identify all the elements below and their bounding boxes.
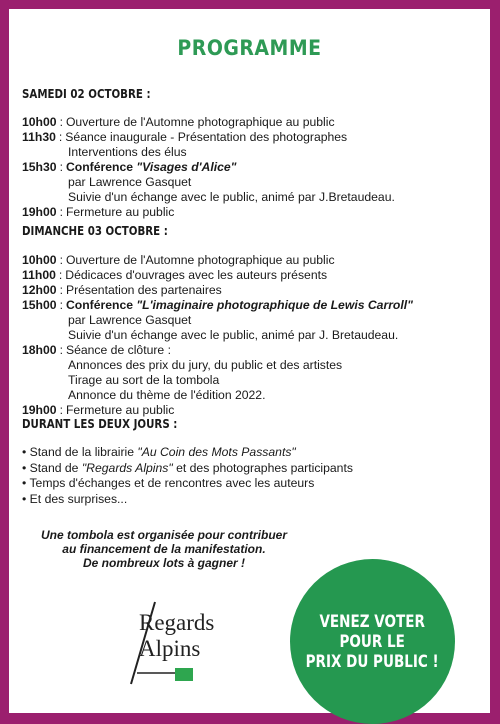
list-item — [22, 476, 353, 492]
schedule-time: 11h00 — [22, 268, 56, 282]
schedule-item: 19h00 : Fermeture au public — [22, 205, 175, 219]
schedule-text: Séance de clôture : — [65, 343, 171, 357]
schedule-time: 15h30 — [22, 160, 57, 174]
schedule-item: 15h30 : Conférence "Visages d'Alice" — [22, 160, 237, 174]
schedule-subtext: Annonces des prix du jury, du public et des artistes — [68, 358, 343, 372]
vote-badge — [290, 559, 455, 724]
tombola-line: De nombreux lots à gagner ! — [82, 556, 246, 570]
tombola-notice — [19, 528, 309, 570]
logo-word-2: Alpins — [139, 636, 201, 661]
sunday-heading: DIMANCHE 03 OCTOBRE : — [22, 223, 168, 238]
schedule-time: 19h00 — [22, 403, 57, 417]
vote-line: VENEZ VOTER — [319, 611, 426, 631]
tombola-line: au financement de la manifestation. — [62, 542, 266, 556]
schedule-time: 11h30 — [22, 130, 56, 144]
schedule-time: 18h00 — [22, 343, 57, 357]
vote-line: POUR LE — [339, 631, 406, 651]
schedule-item: 19h00 : Fermeture au public — [22, 403, 175, 417]
librairie-name: "Au Coin des Mots Passants" — [137, 445, 296, 459]
association-name: "Regards Alpins" — [81, 460, 173, 475]
tombola-line: Une tombola est organisée pour contribuer — [40, 528, 288, 542]
schedule-item: 11h00 : Dédicaces d'ouvrages avec les auteurs présents — [22, 268, 328, 282]
schedule-item: 12h00 : Présentation des partenaires — [22, 283, 222, 297]
logo-green-square — [175, 668, 193, 681]
schedule-time: 10h00 — [22, 253, 57, 267]
bullet-icon: • — [22, 476, 27, 490]
both-days-heading: DURANT LES DEUX JOURS : — [22, 416, 178, 431]
schedule-subtext: par Lawrence Gasquet — [68, 175, 192, 189]
schedule-subtext: Suivie d'un échange avec le public, animé par J. Bretaudeau. — [68, 328, 399, 342]
list-item-text: et des photographes participants — [172, 460, 353, 475]
schedule-subtext: Interventions des élus — [68, 145, 187, 159]
bullet-icon: • — [22, 445, 27, 459]
schedule-item: 11h30 : Séance inaugurale - Présentation des photographes — [22, 130, 348, 144]
conference-title: "L'imaginaire photographique de Lewis Carroll" — [136, 298, 413, 312]
vote-text — [306, 612, 439, 672]
conference-label: Conférence — [65, 160, 134, 174]
vote-line: PRIX DU PUBLIC ! — [305, 651, 440, 671]
schedule-text: Séance inaugurale - Présentation des photographes — [65, 130, 348, 144]
schedule-time: 15h00 — [22, 298, 57, 312]
bullet-icon: • — [22, 460, 27, 475]
schedule-item: 10h00 : Ouverture de l'Automne photographique au public — [22, 115, 335, 129]
conference-label: Conférence — [65, 298, 134, 312]
schedule-text: Fermeture au public — [65, 403, 175, 417]
schedule-item: 10h00 : Ouverture de l'Automne photographique au public — [22, 253, 335, 267]
schedule-subtext: Annonce du thème de l'édition 2022. — [68, 388, 266, 402]
list-item — [22, 445, 353, 461]
schedule-text: Ouverture de l'Automne photographique au public — [65, 115, 335, 129]
schedule-item: 15h00 : Conférence "L'imaginaire photographique de Lewis Carroll" — [22, 298, 413, 312]
conference-title: "Visages d'Alice" — [136, 160, 237, 174]
schedule-text: Présentation des partenaires — [65, 283, 222, 297]
list-item-text: Et des surprises... — [29, 491, 128, 506]
list-item-text: Stand de la librairie — [29, 445, 138, 459]
schedule-time: 10h00 — [22, 115, 57, 129]
page-title: PROGRAMME — [177, 36, 322, 60]
logo-word-1: Regards — [139, 610, 215, 635]
schedule-item: 18h00 : Séance de clôture : — [22, 343, 171, 357]
bullet-icon: • — [22, 491, 27, 506]
saturday-schedule — [22, 115, 395, 220]
saturday-heading: SAMEDI 02 OCTOBRE : — [22, 86, 151, 101]
list-item-text: Stand de — [29, 460, 82, 475]
schedule-subtext: Suivie d'un échange avec le public, animé par J.Bretaudeau. — [68, 190, 395, 204]
programme-page — [9, 9, 490, 713]
schedule-time: 12h00 — [22, 283, 57, 297]
schedule-text: Dédicaces d'ouvrages avec les auteurs présents — [65, 268, 328, 282]
list-item — [22, 492, 353, 508]
list-item-text: Temps d'échanges et de rencontres avec les auteurs — [29, 476, 315, 490]
regards-alpins-logo — [127, 592, 227, 692]
list-item — [22, 461, 353, 477]
schedule-text: Fermeture au public — [65, 205, 175, 219]
schedule-text: Ouverture de l'Automne photographique au public — [65, 253, 335, 267]
both-days-list — [22, 445, 353, 507]
schedule-subtext: Tirage au sort de la tombola — [68, 373, 220, 387]
schedule-time: 19h00 — [22, 205, 57, 219]
schedule-subtext: par Lawrence Gasquet — [68, 313, 192, 327]
sunday-schedule — [22, 253, 413, 418]
